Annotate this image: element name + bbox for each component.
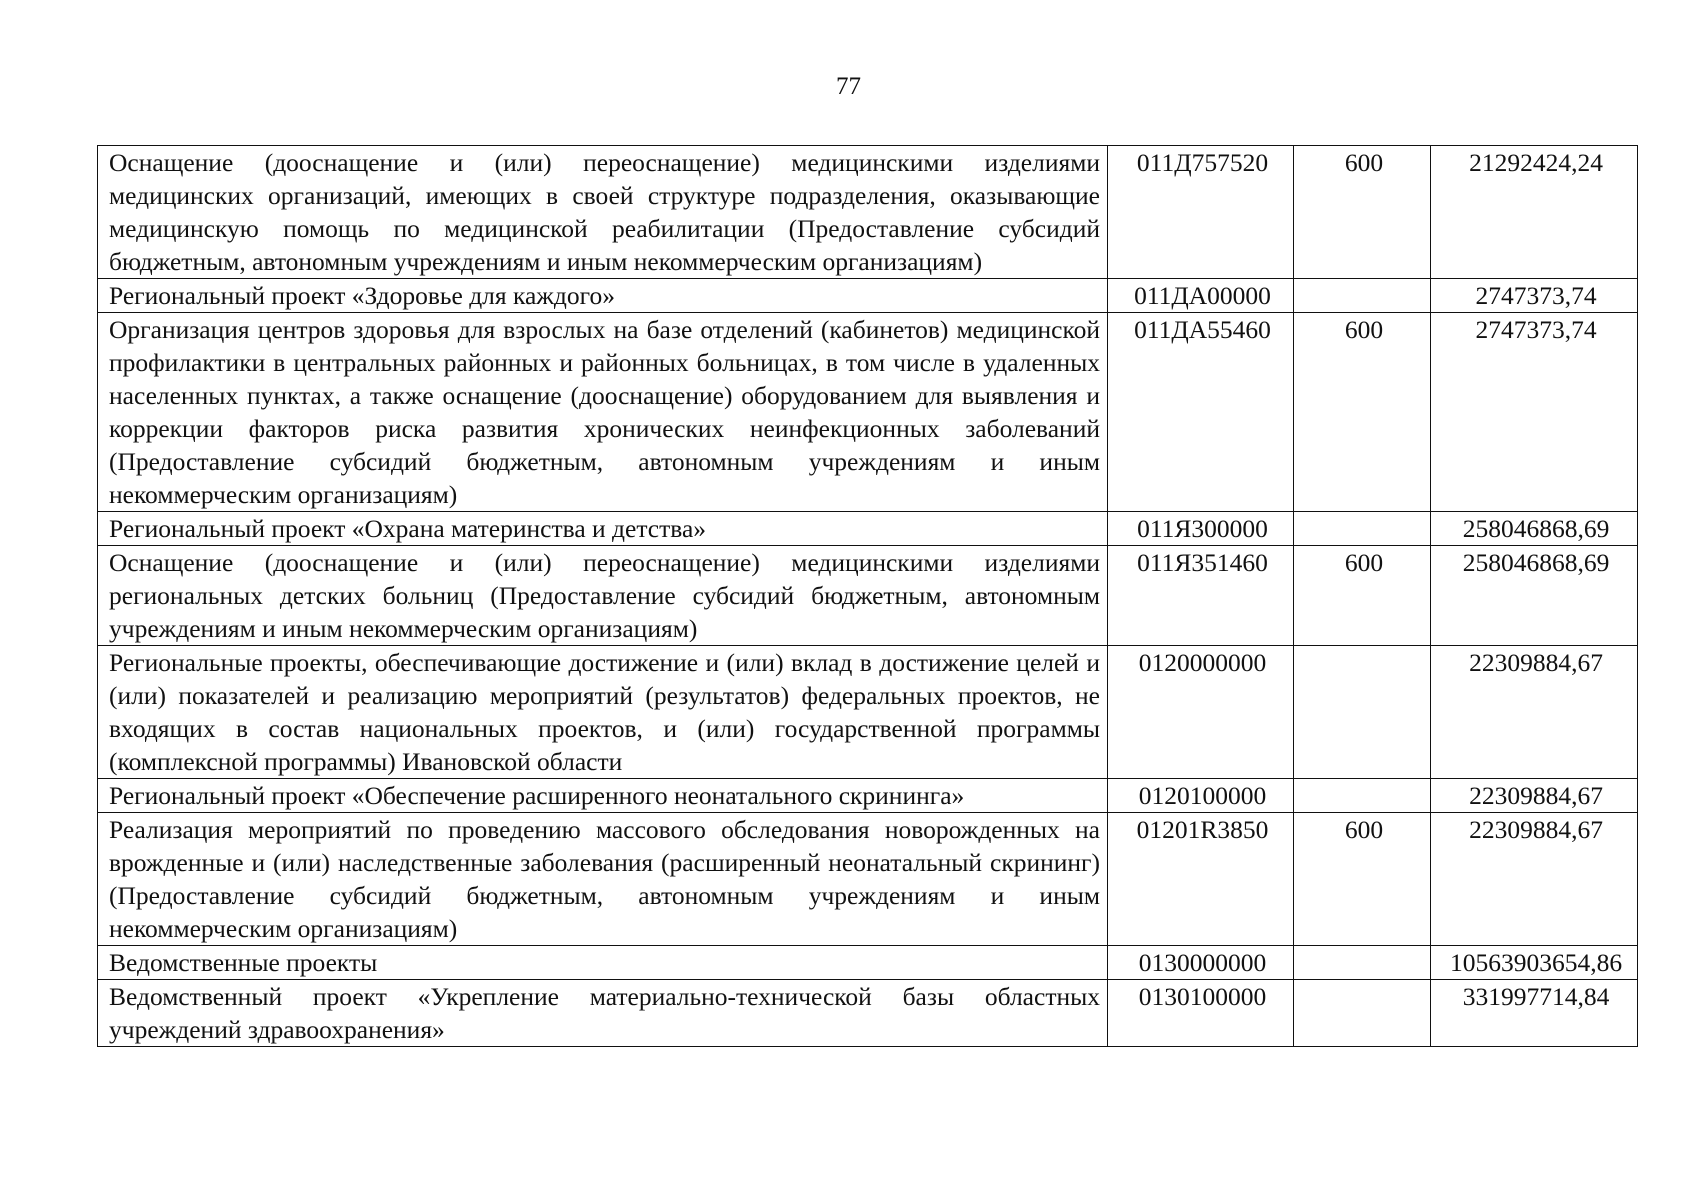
row-name-cell: Организация центров здоровья для взрослых на базе отделений (кабинетов) медицинской профилактики в центральных районных и районных больницах, в том числе в удаленных населенных пунктах, а также оснащение (дооснащение) оборудованием для выявления и коррекции факторов риска развития хронических неинфекционных заболеваний (Предоставление субсидий бюджетным, автономным учреждениям и иным некоммерческим организациям) — [98, 313, 1108, 512]
row-code-cell: 011ДА00000 — [1108, 279, 1294, 313]
table-row — [98, 980, 1638, 1047]
row-amount-cell: 10563903654,86 — [1431, 946, 1638, 980]
row-name-cell: Региональный проект «Охрана материнства и детства» — [98, 512, 1108, 546]
row-amount-cell: 22309884,67 — [1431, 779, 1638, 813]
row-type-cell — [1294, 946, 1431, 980]
budget-table-body — [98, 146, 1638, 1047]
row-type-cell — [1294, 646, 1431, 779]
table-row — [98, 546, 1638, 646]
row-code-cell: 0120100000 — [1108, 779, 1294, 813]
row-code-cell: 011ДА55460 — [1108, 313, 1294, 512]
row-name-cell: Региональный проект «Здоровье для каждого» — [98, 279, 1108, 313]
row-type-cell — [1294, 512, 1431, 546]
row-type-cell: 600 — [1294, 146, 1431, 279]
table-row — [98, 313, 1638, 512]
row-name-cell: Оснащение (дооснащение и (или) переоснащение) медицинскими изделиями медицинских организаций, имеющих в своей структуре подразделения, оказывающие медицинскую помощь по медицинской реабилитации (Предоставление субсидий бюджетным, автономным учреждениям и иным некоммерческим организациям) — [98, 146, 1108, 279]
budget-table — [97, 145, 1638, 1047]
row-type-cell — [1294, 779, 1431, 813]
row-code-cell: 0130100000 — [1108, 980, 1294, 1047]
row-type-cell: 600 — [1294, 813, 1431, 946]
row-amount-cell: 258046868,69 — [1431, 512, 1638, 546]
row-amount-cell: 331997714,84 — [1431, 980, 1638, 1047]
row-type-cell — [1294, 980, 1431, 1047]
row-name-cell: Региональный проект «Обеспечение расширенного неонатального скрининга» — [98, 779, 1108, 813]
row-code-cell: 01201R3850 — [1108, 813, 1294, 946]
row-type-cell — [1294, 279, 1431, 313]
row-name-cell: Ведомственные проекты — [98, 946, 1108, 980]
row-name-cell: Ведомственный проект «Укрепление материально-технической базы областных учреждений здравоохранения» — [98, 980, 1108, 1047]
row-amount-cell: 21292424,24 — [1431, 146, 1638, 279]
row-amount-cell: 2747373,74 — [1431, 313, 1638, 512]
row-code-cell: 011Д757520 — [1108, 146, 1294, 279]
row-code-cell: 011Я351460 — [1108, 546, 1294, 646]
table-row — [98, 646, 1638, 779]
row-name-cell: Оснащение (дооснащение и (или) переоснащение) медицинскими изделиями региональных детских больниц (Предоставление субсидий бюджетным, автономным учреждениям и иным некоммерческим организациям) — [98, 546, 1108, 646]
row-name-cell: Региональные проекты, обеспечивающие достижение и (или) вклад в достижение целей и (или) показателей и реализацию мероприятий (результатов) федеральных проектов, не входящих в состав национальных проектов, и (или) государственной программы (комплексной программы) Ивановской области — [98, 646, 1108, 779]
row-code-cell: 0120000000 — [1108, 646, 1294, 779]
row-amount-cell: 22309884,67 — [1431, 646, 1638, 779]
table-row — [98, 146, 1638, 279]
row-type-cell: 600 — [1294, 313, 1431, 512]
table-row — [98, 813, 1638, 946]
row-type-cell: 600 — [1294, 546, 1431, 646]
table-row — [98, 512, 1638, 546]
row-amount-cell: 2747373,74 — [1431, 279, 1638, 313]
table-row — [98, 779, 1638, 813]
page-number: 77 — [836, 73, 861, 100]
row-amount-cell: 258046868,69 — [1431, 546, 1638, 646]
row-amount-cell: 22309884,67 — [1431, 813, 1638, 946]
table-row — [98, 279, 1638, 313]
row-code-cell: 0130000000 — [1108, 946, 1294, 980]
row-name-cell: Реализация мероприятий по проведению массового обследования новорожденных на врожденные и (или) наследственные заболевания (расширенный неонатальный скрининг) (Предоставление субсидий бюджетным, автономным учреждениям и иным некоммерческим организациям) — [98, 813, 1108, 946]
row-code-cell: 011Я300000 — [1108, 512, 1294, 546]
table-row — [98, 946, 1638, 980]
